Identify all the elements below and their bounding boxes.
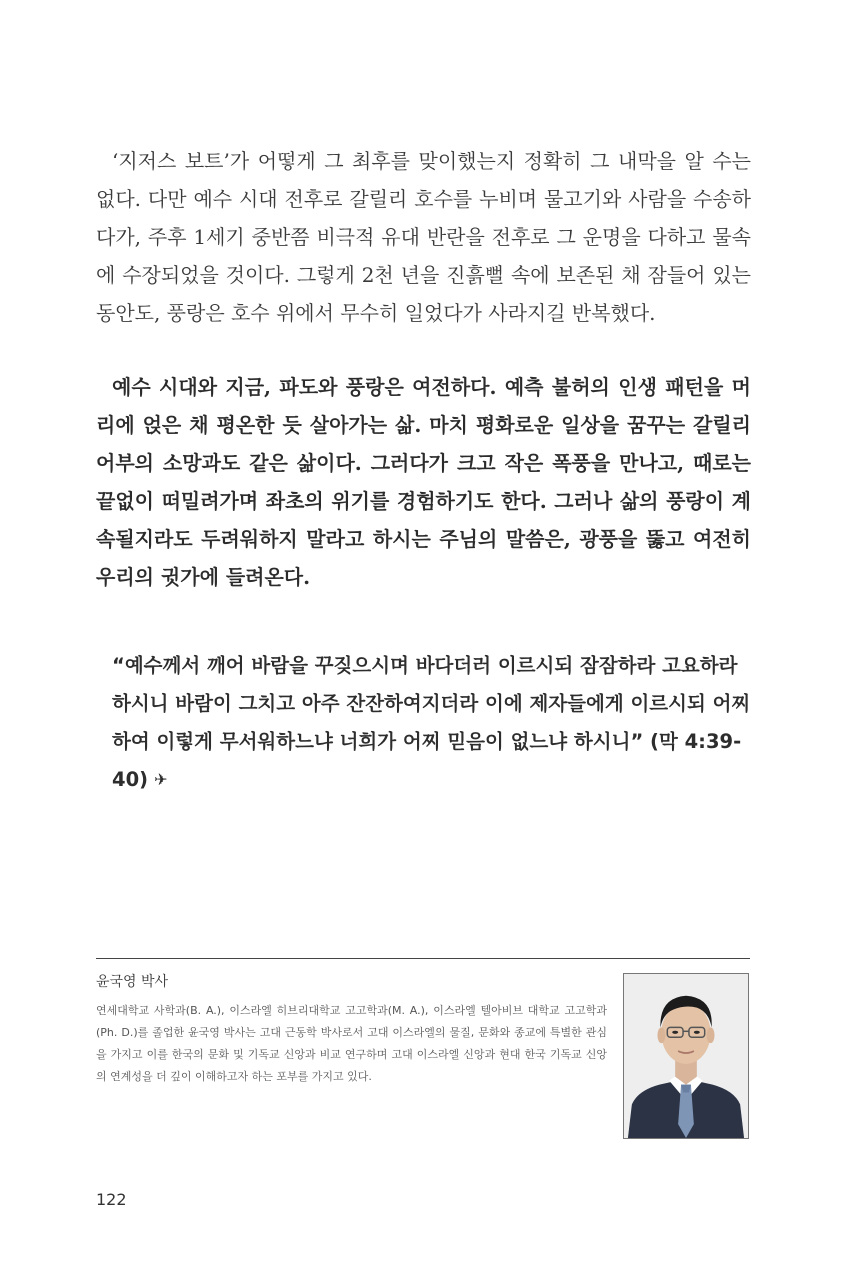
body-paragraph-2: 예수 시대와 지금, 파도와 풍랑은 여전하다. 예측 불허의 인생 패턴을 머리에 얹은 채 평온한 듯 살아가는 삶. 마치 평화로운 일상을 꿈꾸는 갈릴리 어부의 소망과도 같은 삶이다. 그러다가 크고 작은 폭풍을 만나고, 때로는 끝없이 떠밀려가며 좌초의 위기를 경험하기도 한다. 그러나 삶의 풍랑이 계속될지라도 두려워하지 말라고 하시는 주님의 말씀은, 광풍을 뚫고 여전히 우리의 귓가에 들려온다. xyxy=(96,375,751,589)
author-name: 윤국영 박사 xyxy=(96,974,169,990)
scripture-quote xyxy=(112,647,752,799)
author-portrait xyxy=(623,973,749,1139)
author-section-divider xyxy=(96,958,750,959)
end-mark-icon: ✈ xyxy=(154,770,168,789)
scripture-quote-text: “예수께서 깨어 바람을 꾸짖으시며 바다더러 이르시되 잠잠하라 고요하라 하시니 바람이 그치고 아주 잔잔하여지더라 이에 제자들에게 이르시되 어찌하여 이렇게 무서워하느냐 너희가 어찌 믿음이 없느냐 하시니” (막 4:39-40) xyxy=(112,654,751,791)
page-number: 122 xyxy=(96,1190,127,1209)
body-paragraph-1: ‘지저스 보트’가 어떻게 그 최후를 맞이했는지 정확히 그 내막을 알 수는 없다. 다만 예수 시대 전후로 갈릴리 호수를 누비며 물고기와 사람을 수송하다가, 주후 1세기 중반쯤 비극적 유대 반란을 전후로 그 운명을 다하고 물속에 수장되었을 것이다. 그렇게 2천 년을 진흙뻘 속에 보존된 채 잠들어 있는 동안도, 풍랑은 호수 위에서 무수히 일었다가 사라지길 반복했다. xyxy=(96,149,751,325)
author-bio: 연세대학교 사학과(B. A.), 이스라엘 히브리대학교 고고학과(M. A.), 이스라엘 텔아비브 대학교 고고학과(Ph. D.)를 졸업한 윤국영 박사는 고대 근동학 박사로서 고대 이스라엘의 물질, 문화와 종교에 특별한 관심을 가지고 이를 한국의 문화 및 기독교 신앙과 비교 연구하며 고대 이스라엘 신앙과 현대 한국 기독교 신앙의 연계성을 더 깊이 이해하고자 하는 포부를 가지고 있다. xyxy=(96,1004,607,1083)
